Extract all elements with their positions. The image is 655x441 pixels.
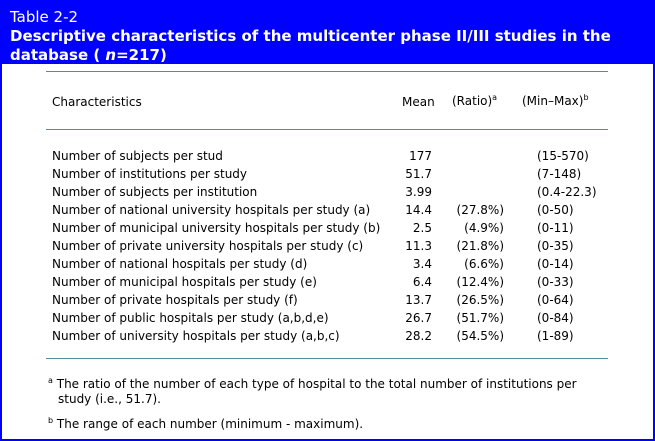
row-label: Number of university hospitals per study (a,b,c) [52,329,340,343]
row-mean: 2.5 [412,221,432,235]
row-label: Number of private hospitals per study (f) [52,293,298,307]
footnote-b-mark: b [48,416,54,425]
col-head-mean: Mean [402,95,435,109]
row-mean: 3.4 [412,257,432,271]
row-mean: 13.7 [405,293,432,307]
row-range: (15-570) [537,149,589,163]
row-ratio: (54.5%) [456,329,504,343]
table-title-line1: Descriptive characteristics of the multicenter phase II/III studies in the [10,27,611,45]
row-ratio: (27.8%) [456,203,504,217]
footnote-b [48,412,363,433]
ratio-sup: a [492,93,498,102]
row-label: Number of private university hospitals per study (c) [52,239,364,253]
col-head-ratio [452,93,497,108]
row-mean: 28.2 [405,329,432,343]
bottom-rule [46,358,608,359]
row-label: Number of municipal hospitals per study (e) [52,275,317,289]
row-range: (0.4-22.3) [537,185,597,199]
row-range: (0-84) [537,311,574,325]
row-ratio: (6.6%) [464,257,504,271]
header-rule [46,129,608,130]
row-range: (0-11) [537,221,574,235]
row-mean: 14.4 [405,203,432,217]
ratio-label: (Ratio) [452,94,493,108]
row-label: Number of subjects per stud [52,149,223,163]
row-label: Number of national university hospitals per study (a) [52,203,371,217]
table-header [2,2,653,64]
footnote-b-line1: The range of each number (minimum - maximum). [56,417,364,431]
n-symbol: n [105,46,117,64]
row-mean: 3.99 [405,185,432,199]
table-number: Table 2-2 [10,8,79,26]
row-mean: 51.7 [405,167,432,181]
top-rule [46,71,608,72]
footnote-a-line1: The ratio of the number of each type of hospital to the total number of institutions per [56,377,577,391]
row-ratio: (4.9%) [464,221,504,235]
footnote-a-mark: a [48,376,53,385]
table-title-line2 [10,46,653,65]
title-prefix: database ( [10,46,106,64]
range-label: (Min–Max) [522,94,584,108]
row-range: (7-148) [537,167,582,181]
row-range: (0-14) [537,257,574,271]
row-mean: 177 [409,149,432,163]
row-ratio: (21.8%) [456,239,504,253]
range-sup: b [583,93,589,102]
row-ratio: (26.5%) [456,293,504,307]
row-range: (0-35) [537,239,574,253]
row-label: Number of municipal university hospitals per study (b) [52,221,381,235]
row-label: Number of institutions per study [52,167,248,181]
row-range: (1-89) [537,329,574,343]
row-range: (0-33) [537,275,574,289]
footnote-a-cont: study (i.e., 51.7). [58,392,161,406]
row-label: Number of public hospitals per study (a,b,d,e) [52,311,329,325]
col-head-characteristics: Characteristics [52,95,142,109]
row-mean: 26.7 [405,311,432,325]
row-label: Number of national hospitals per study (d) [52,257,308,271]
row-ratio: (51.7%) [456,311,504,325]
row-mean: 11.3 [405,239,432,253]
row-label: Number of subjects per institution [52,185,258,199]
row-mean: 6.4 [412,275,432,289]
title-suffix: =217) [116,46,167,64]
col-head-range [522,93,589,108]
row-range: (0-64) [537,293,574,307]
row-ratio: (12.4%) [456,275,504,289]
row-range: (0-50) [537,203,574,217]
